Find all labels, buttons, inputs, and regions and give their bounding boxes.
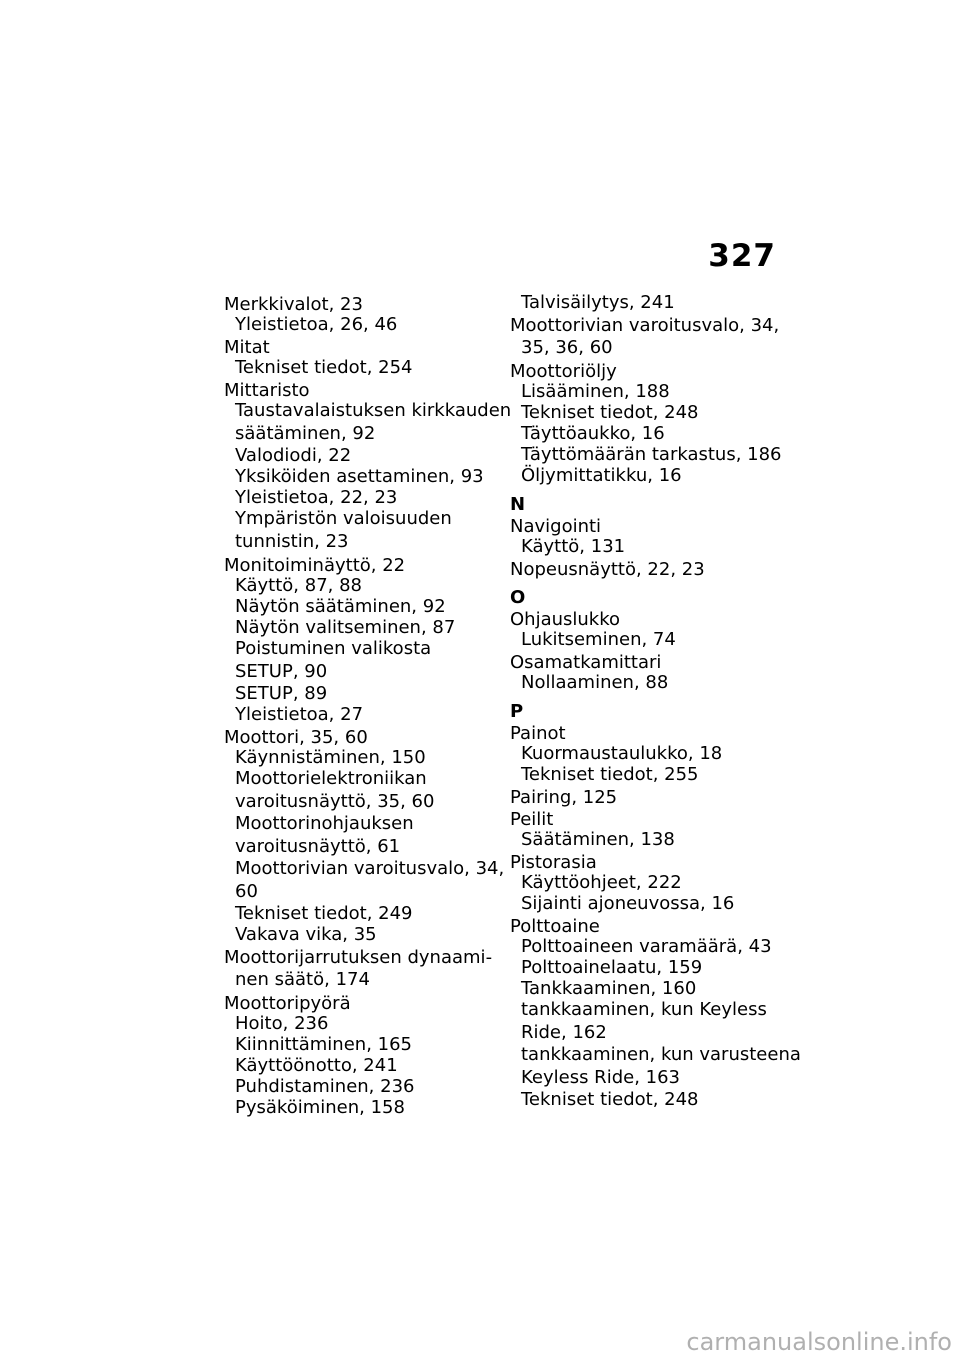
- index-entry-continuation: tunnistin, 23: [235, 531, 349, 552]
- index-entry-continuation: nen säätö, 174: [235, 969, 370, 990]
- index-main-entry: Pairing, 125: [510, 787, 618, 808]
- index-column-right: [510, 292, 801, 1110]
- index-sub-entry: Yleistietoa, 22, 23: [235, 487, 398, 508]
- index-sub-entry: Öljymittatikku, 16: [521, 465, 682, 486]
- index-main-entry: Mittaristo: [224, 380, 310, 401]
- index-sub-entry: Tekniset tiedot, 248: [521, 402, 699, 423]
- index-section-letter: O: [510, 587, 526, 608]
- index-sub-entry: Tekniset tiedot, 255: [521, 764, 699, 785]
- index-sub-entry: Tekniset tiedot, 249: [235, 903, 413, 924]
- index-sub-entry: Moottorivian varoitusvalo, 34,: [235, 858, 505, 879]
- index-sub-entry: Puhdistaminen, 236: [235, 1076, 415, 1097]
- index-section-letter: N: [510, 494, 526, 515]
- index-sub-entry: Sijainti ajoneuvossa, 16: [521, 893, 735, 914]
- index-sub-entry: Pysäköiminen, 158: [235, 1097, 405, 1118]
- index-entry-continuation: varoitusnäyttö, 61: [235, 836, 401, 857]
- index-entry-continuation: Ride, 162: [521, 1022, 607, 1043]
- index-sub-entry: Vakava vika, 35: [235, 924, 377, 945]
- index-main-entry: Moottoripyörä: [224, 993, 351, 1014]
- index-sub-entry: Säätäminen, 138: [521, 829, 675, 850]
- index-entry-continuation: varoitusnäyttö, 35, 60: [235, 791, 435, 812]
- index-entry-continuation: 60: [235, 881, 258, 902]
- index-main-entry: Monitoiminäyttö, 22: [224, 555, 406, 576]
- index-sub-entry: Ympäristön valoisuuden: [235, 508, 452, 529]
- index-main-entry: Osamatkamittari: [510, 652, 662, 673]
- index-section-letter: P: [510, 701, 524, 722]
- index-main-entry: Pistorasia: [510, 852, 597, 873]
- index-sub-entry: Taustavalaistuksen kirkkauden: [235, 400, 512, 421]
- index-main-entry: Mitat: [224, 337, 270, 358]
- page-number: 327: [708, 238, 776, 274]
- index-sub-entry: Kuormaustaulukko, 18: [521, 743, 723, 764]
- index-main-entry: Moottorivian varoitusvalo, 34,: [510, 315, 780, 336]
- index-sub-entry: Käyttö, 131: [521, 536, 626, 557]
- index-sub-entry: tankkaaminen, kun Keyless: [521, 999, 767, 1020]
- index-sub-entry: Talvisäilytys, 241: [521, 292, 675, 313]
- index-sub-entry: Näytön valitseminen, 87: [235, 617, 456, 638]
- index-sub-entry: Poistuminen valikosta: [235, 638, 432, 659]
- index-sub-entry: Yleistietoa, 26, 46: [235, 314, 398, 335]
- index-main-entry: Moottori, 35, 60: [224, 727, 368, 748]
- index-main-entry: Moottorijarrutuksen dynaami-: [224, 947, 493, 968]
- index-sub-entry: Yksiköiden asettaminen, 93: [235, 466, 484, 487]
- index-sub-entry: Hoito, 236: [235, 1013, 329, 1034]
- index-sub-entry: Nollaaminen, 88: [521, 672, 669, 693]
- index-sub-entry: Käyttö, 87, 88: [235, 575, 362, 596]
- index-sub-entry: Käynnistäminen, 150: [235, 747, 426, 768]
- index-sub-entry: Tekniset tiedot, 248: [521, 1089, 699, 1110]
- index-main-entry: Peilit: [510, 809, 554, 830]
- index-sub-entry: tankkaaminen, kun varusteena: [521, 1044, 801, 1065]
- index-main-entry: Nopeusnäyttö, 22, 23: [510, 559, 705, 580]
- index-sub-entry: Polttoainelaatu, 159: [521, 957, 703, 978]
- index-main-entry: Moottoriöljy: [510, 361, 617, 382]
- index-main-entry: Painot: [510, 723, 566, 744]
- index-sub-entry: Kiinnittäminen, 165: [235, 1034, 412, 1055]
- index-main-entry: Ohjauslukko: [510, 609, 621, 630]
- index-sub-entry: Lisääminen, 188: [521, 381, 670, 402]
- index-sub-entry: Moottorinohjauksen: [235, 813, 414, 834]
- index-sub-entry: Käyttöohjeet, 222: [521, 872, 682, 893]
- index-main-entry: Merkkivalot, 23: [224, 294, 363, 315]
- index-sub-entry: Tekniset tiedot, 254: [235, 357, 413, 378]
- index-sub-entry: Valodiodi, 22: [235, 445, 352, 466]
- index-entry-continuation: SETUP, 90: [235, 661, 328, 682]
- index-sub-entry: Tankkaaminen, 160: [521, 978, 697, 999]
- index-column-left: [224, 292, 512, 1118]
- index-sub-entry: Täyttömäärän tarkastus, 186: [521, 444, 782, 465]
- index-main-entry: Navigointi: [510, 516, 602, 537]
- watermark: carmanualsonline.info: [686, 1328, 952, 1356]
- index-main-entry: Polttoaine: [510, 916, 600, 937]
- index-entry-continuation: Keyless Ride, 163: [521, 1067, 680, 1088]
- index-sub-entry: Lukitseminen, 74: [521, 629, 676, 650]
- index-sub-entry: Käyttöönotto, 241: [235, 1055, 398, 1076]
- index-sub-entry: Yleistietoa, 27: [235, 704, 364, 725]
- index-sub-entry: Moottorielektroniikan: [235, 768, 427, 789]
- index-sub-entry: Polttoaineen varamäärä, 43: [521, 936, 772, 957]
- index-sub-entry: Täyttöaukko, 16: [521, 423, 665, 444]
- index-entry-continuation: säätäminen, 92: [235, 423, 376, 444]
- index-entry-continuation: 35, 36, 60: [521, 337, 613, 358]
- index-sub-entry: SETUP, 89: [235, 683, 328, 704]
- index-sub-entry: Näytön säätäminen, 92: [235, 596, 446, 617]
